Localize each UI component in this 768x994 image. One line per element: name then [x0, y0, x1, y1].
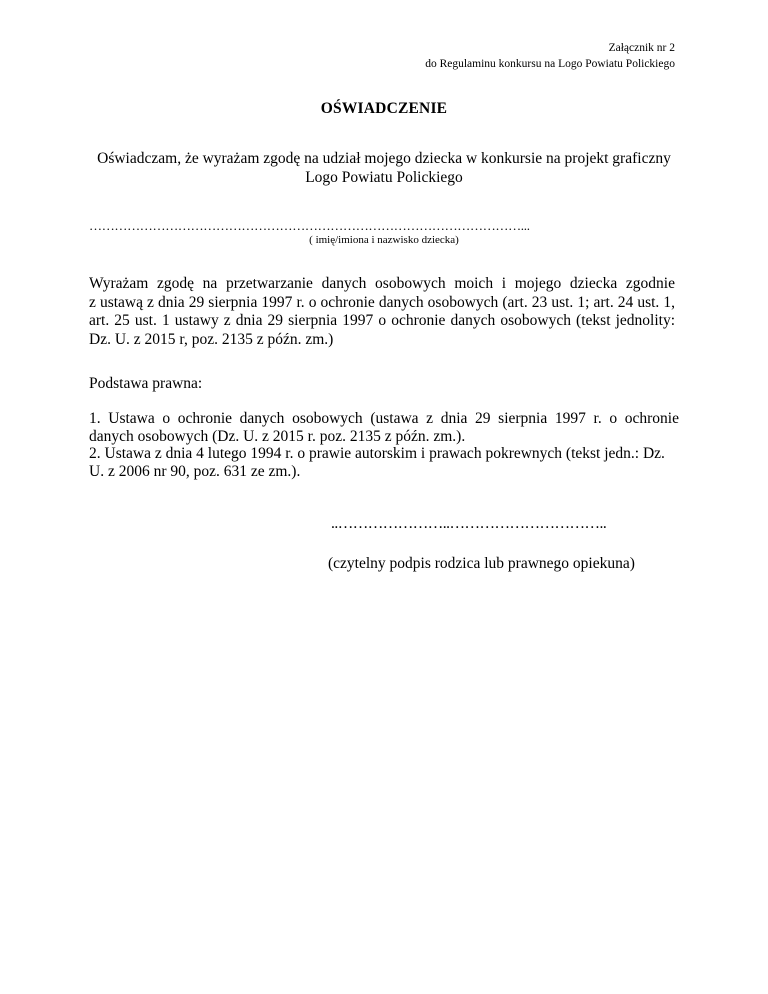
annex-number: Załącznik nr 2 — [608, 42, 675, 54]
legal-basis-item-1-line-2: danych osobowych (Dz. U. z 2015 r. poz. 2135 z późn. zm.). — [89, 427, 466, 445]
statement-line-1: Oświadczam, że wyrażam zgodę na udział mojego dziecka w konkursie na projekt graficzny — [97, 150, 671, 167]
consent-line-1: Wyrażam zgodę na przetwarzanie danych osobowych moich i mojego dziecka zgodnie — [89, 275, 675, 292]
consent-line-4: Dz. U. z 2015 r, poz. 2135 z późn. zm.) — [89, 330, 334, 348]
legal-basis-label: Podstawa prawna: — [89, 375, 203, 392]
annex-note — [425, 40, 675, 72]
legal-basis-item-1-line-1: 1. Ustawa o ochronie danych osobowych (ustawa z dnia 29 sierpnia 1997 r. o ochronie — [89, 410, 679, 427]
consent-line-2: z ustawą z dnia 29 sierpnia 1997 r. o ochronie danych osobowych (art. 23 ust. 1; art. 24 ust. 1, — [89, 293, 675, 311]
legal-basis-item-2-line-1: 2. Ustawa z dnia 4 lutego 1994 r. o prawie autorskim i prawach pokrewnych (tekst jedn.: Dz. — [89, 445, 665, 462]
signature-fill-line: ..…………………..………………………….. — [331, 515, 607, 532]
child-name-caption: ( imię/imiona i nazwisko dziecka) — [309, 234, 459, 246]
signature-caption: (czytelny podpis rodzica lub prawnego opiekuna) — [328, 555, 635, 572]
document-title: OŚWIADCZENIE — [320, 100, 448, 117]
consent-statement — [80, 149, 688, 187]
child-name-fill-line: …………………………………………………………………………………………... — [89, 218, 530, 233]
consent-line-3: art. 25 ust. 1 ustawy z dnia 29 sierpnia 1997 o ochronie danych osobowych (tekst jednolity: — [89, 312, 675, 329]
legal-basis-list — [89, 410, 679, 480]
legal-basis-item-2-line-2: U. z 2006 nr 90, poz. 631 ze zm.). — [89, 462, 301, 480]
data-processing-consent — [89, 275, 675, 349]
statement-line-2: Logo Powiatu Polickiego — [305, 169, 463, 186]
annex-reference: do Regulaminu konkursu na Logo Powiatu Polickiego — [425, 58, 675, 70]
